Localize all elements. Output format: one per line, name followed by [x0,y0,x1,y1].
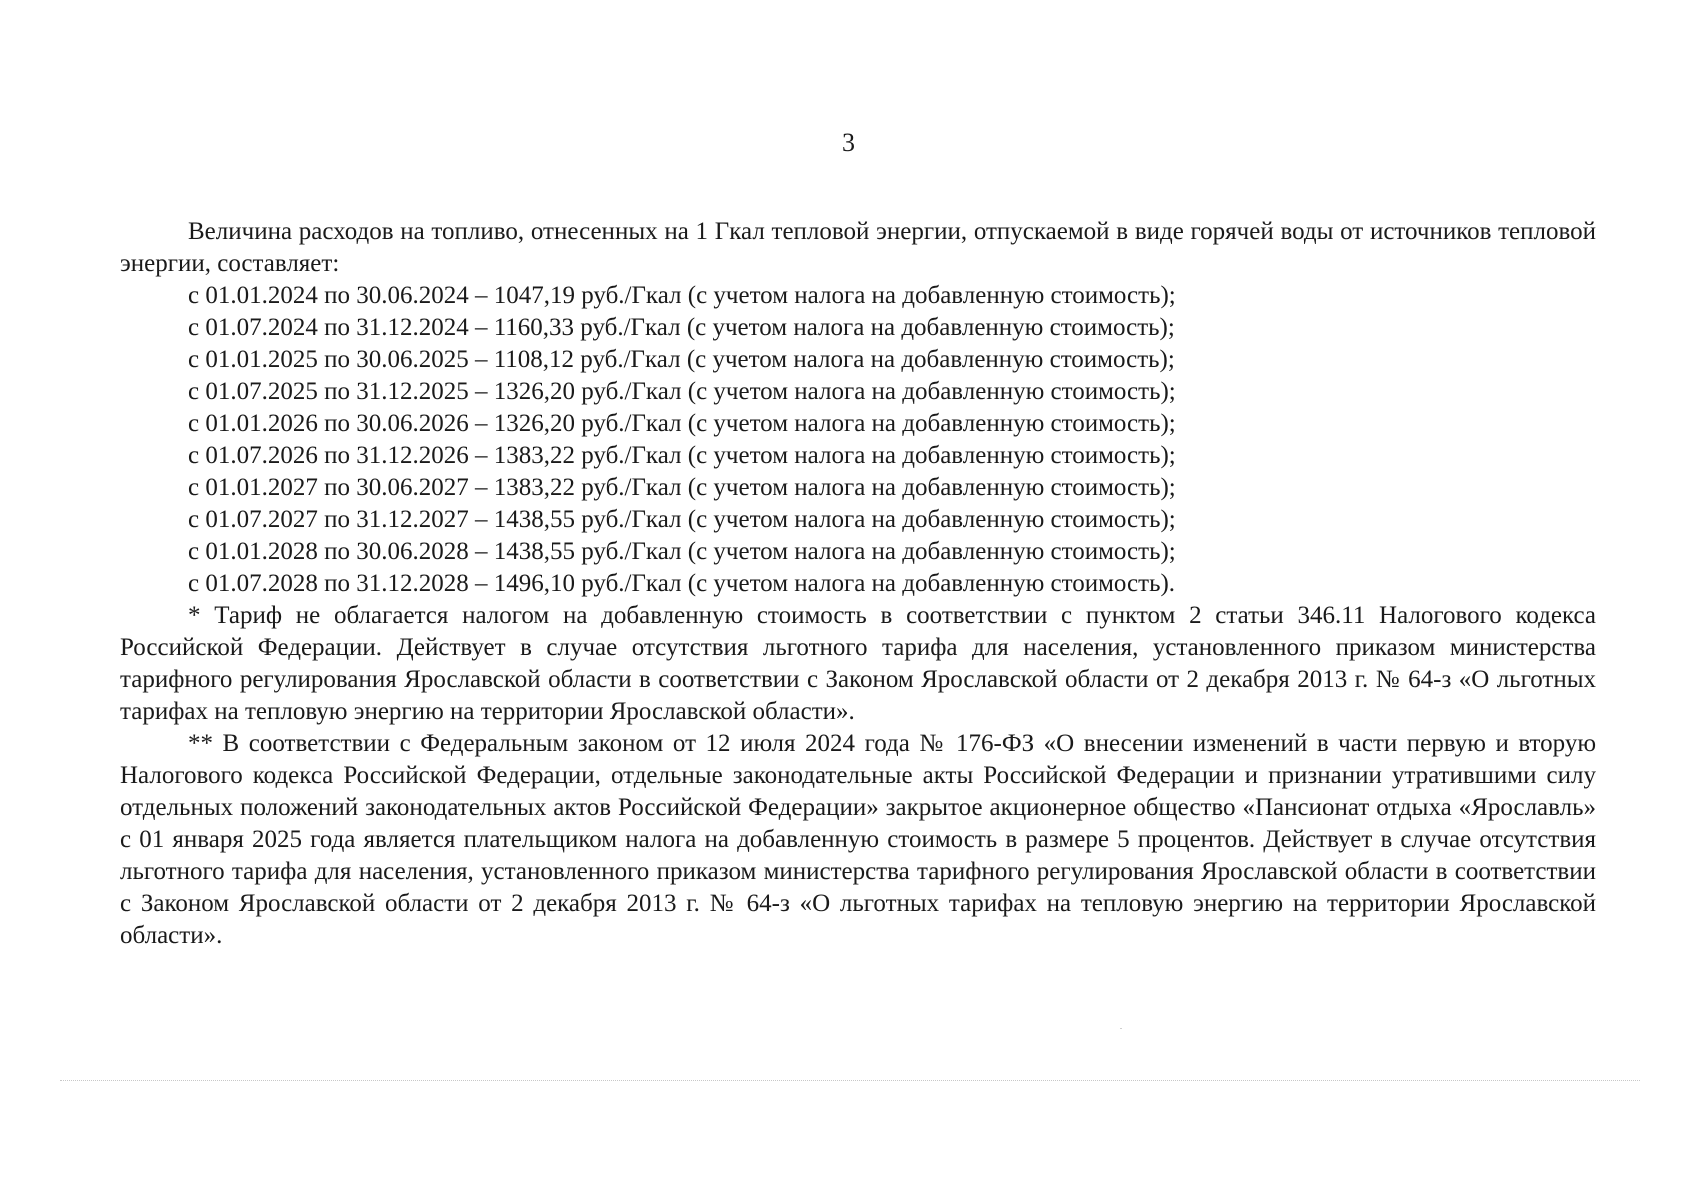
rate-line: с 01.07.2027 по 31.12.2027 – 1438,55 руб./Гкал (с учетом налога на добавленную стоимость); [188,506,1176,533]
rate-line: с 01.07.2026 по 31.12.2026 – 1383,22 руб./Гкал (с учетом налога на добавленную стоимость); [188,442,1176,469]
rate-line: с 01.01.2026 по 30.06.2026 – 1326,20 руб./Гкал (с учетом налога на добавленную стоимость); [188,410,1176,437]
rate-line: с 01.07.2025 по 31.12.2025 – 1326,20 руб./Гкал (с учетом налога на добавленную стоимость); [188,378,1176,405]
footnote-double-asterisk: ** В соответствии с Федеральным законом от 12 июля 2024 года № 176-ФЗ «О внесении изменений в части первую и вторую Налогового кодекса Российской Федерации, отдельные законодательные акты Российской Федерации и признании утратившими силу отдельных положений законодательных актов Российской Федерации» закрытое акционерное общество «Пансионат отдыха «Ярославль» с 01 января 2025 года является плательщиком налога на добавленную стоимость в размере 5 процентов. Действует в случае отсутствия льготного тарифа для населения, установленного приказом министерства тарифного регулирования Ярославской области в соответствии с Законом Ярославской области от 2 декабря 2013 г. № 64-з «О льготных тарифах на тепловую энергию на территории Ярославской области». [120,730,1596,949]
document-body [120,216,1596,952]
rates-list [120,280,1596,600]
page-number: 3 [842,128,855,157]
footnote-single-asterisk: * Тариф не облагается налогом на добавленную стоимость в соответствии с пунктом 2 статьи 346.11 Налогового кодекса Российской Федерации. Действует в случае отсутствия льготного тарифа для населения, установленного приказом министерства тарифного регулирования Ярославской области в соответствии с Законом Ярославской области от 2 декабря 2013 г. № 64-з «О льготных тарифах на тепловую энергию на территории Ярославской области». [120,602,1596,725]
rate-line: с 01.01.2027 по 30.06.2027 – 1383,22 руб./Гкал (с учетом налога на добавленную стоимость); [188,474,1176,501]
rate-line: с 01.01.2025 по 30.06.2025 – 1108,12 руб./Гкал (с учетом налога на добавленную стоимость); [188,346,1175,373]
scan-speck [1120,1028,1122,1029]
rate-line: с 01.01.2024 по 30.06.2024 – 1047,19 руб./Гкал (с учетом налога на добавленную стоимость); [188,282,1176,309]
intro-paragraph: Величина расходов на топливо, отнесенных на 1 Гкал тепловой энергии, отпускаемой в виде горячей воды от источников тепловой энергии, составляет: [120,218,1596,277]
rate-line: с 01.07.2024 по 31.12.2024 – 1160,33 руб./Гкал (с учетом налога на добавленную стоимость); [188,314,1175,341]
scan-artifact-line [60,1080,1640,1081]
rate-line: с 01.07.2028 по 31.12.2028 – 1496,10 руб./Гкал (с учетом налога на добавленную стоимость). [188,570,1176,597]
rate-line: с 01.01.2028 по 30.06.2028 – 1438,55 руб./Гкал (с учетом налога на добавленную стоимость); [188,538,1176,565]
